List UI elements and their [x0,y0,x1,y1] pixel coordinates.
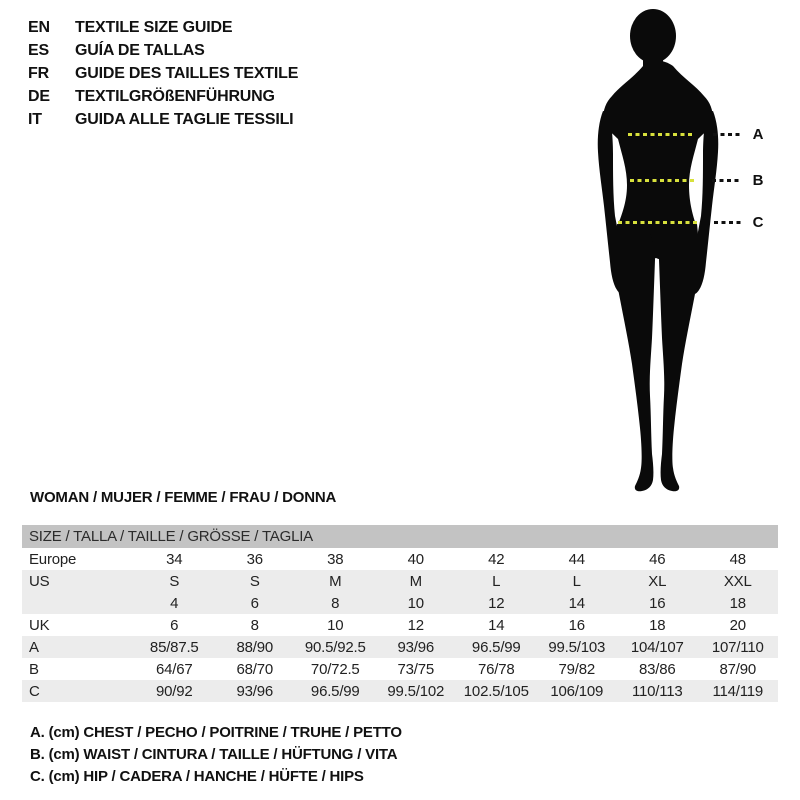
row-label: UK [29,616,50,634]
measure-line-b-lead [712,179,740,182]
row-label: Europe [29,550,77,568]
size-cell: 70/72.5 [310,660,360,678]
woman-silhouette [588,6,758,494]
size-cell: 46 [649,550,666,568]
size-cell: 114/119 [712,682,764,700]
size-cell: 85/87.5 [149,638,199,656]
size-cell: 99.5/103 [548,638,606,656]
size-cell: 18 [649,616,666,634]
legend-line-hip: C. (cm) HIP / CADERA / HANCHE / HÜFTE / HIPS [30,768,364,785]
legend-line-waist: B. (cm) WAIST / CINTURA / TAILLE / HÜFTUNG / VITA [30,746,398,763]
size-cell: 8 [331,594,340,612]
size-cell: 36 [246,550,263,568]
size-cell: 6 [250,594,259,612]
guide-title-de: TEXTILGRÖßENFÜHRUNG [75,87,275,105]
measure-line-a-dash [628,133,692,136]
size-cell: 88/90 [236,638,274,656]
size-table-body [22,548,778,702]
size-cell: 107/110 [711,638,764,656]
size-cell: 96.5/99 [471,638,521,656]
size-cell: L [572,572,581,590]
size-cell: 110/113 [631,682,683,700]
size-table [22,525,778,702]
size-cell: 34 [166,550,183,568]
table-row [22,636,778,658]
size-cell: 16 [568,616,585,634]
size-table-header-row [22,525,778,548]
row-label [22,592,134,614]
measure-line-c-lead [714,221,742,224]
language-code: FR [28,64,49,82]
size-cell: 87/90 [719,660,757,678]
table-row [22,592,778,614]
size-cell: M [409,572,422,590]
size-cell: 6 [170,616,179,634]
size-cell: 12 [488,594,505,612]
row-label: B [29,660,39,678]
table-row [22,614,778,636]
size-cell: 96.5/99 [310,682,360,700]
size-cell: 44 [568,550,585,568]
size-cell: S [169,572,180,590]
size-cell: M [329,572,342,590]
legend-line-chest: A. (cm) CHEST / PECHO / POITRINE / TRUHE / PETTO [30,724,402,741]
size-cell: 90/92 [155,682,193,700]
measure-label-b: B [752,172,764,189]
guide-title-fr: GUIDE DES TAILLES TEXTILE [75,64,299,82]
size-cell: 79/82 [558,660,596,678]
size-cell: 68/70 [236,660,274,678]
size-cell: 83/86 [638,660,676,678]
guide-title-it: GUIDA ALLE TAGLIE TESSILI [75,110,294,128]
size-cell: 40 [407,550,424,568]
size-cell: 93/96 [397,638,435,656]
size-cell: 10 [407,594,424,612]
size-cell: 90.5/92.5 [304,638,366,656]
table-row [22,570,778,592]
size-cell: 93/96 [236,682,274,700]
section-title-woman: WOMAN / MUJER / FEMME / FRAU / DONNA [30,489,337,506]
measure-label-a: A [752,126,764,143]
size-cell: 102.5/105 [463,682,529,700]
guide-title-en: TEXTILE SIZE GUIDE [75,18,233,36]
size-cell: L [492,572,501,590]
table-row [22,658,778,680]
language-code: ES [28,41,49,59]
table-row [22,548,778,570]
measure-line-a-lead [713,133,740,136]
size-cell: 14 [568,594,585,612]
measure-line-b-dash [630,179,695,182]
size-cell: 10 [327,616,344,634]
size-cell: 12 [407,616,424,634]
language-code: IT [28,110,42,128]
row-label: C [29,682,40,700]
size-cell: 18 [729,594,746,612]
size-cell: 42 [488,550,505,568]
measure-line-c-dash [618,221,700,224]
size-cell: XL [648,572,667,590]
size-table-header: SIZE / TALLA / TAILLE / GRÖSSE / TAGLIA [22,525,778,548]
size-cell: 48 [729,550,746,568]
size-cell: 104/107 [630,638,684,656]
table-row [22,680,778,702]
language-code: DE [28,87,50,105]
measurement-legend [30,722,402,788]
size-cell: 38 [327,550,344,568]
row-label: A [29,638,39,656]
guide-title-es: GUÍA DE TALLAS [75,41,205,59]
size-cell: 16 [649,594,666,612]
size-cell: 99.5/102 [387,682,445,700]
size-cell: 76/78 [477,660,515,678]
size-cell: 64/67 [155,660,193,678]
size-cell: S [249,572,260,590]
size-cell: 20 [729,616,746,634]
size-cell: XXL [723,572,752,590]
size-cell: 4 [170,594,179,612]
row-label: US [29,572,50,590]
measure-label-c: C [752,214,764,231]
size-cell: 14 [488,616,505,634]
size-cell: 8 [250,616,259,634]
size-cell: 106/109 [550,682,604,700]
language-code: EN [28,18,50,36]
size-cell: 73/75 [397,660,435,678]
